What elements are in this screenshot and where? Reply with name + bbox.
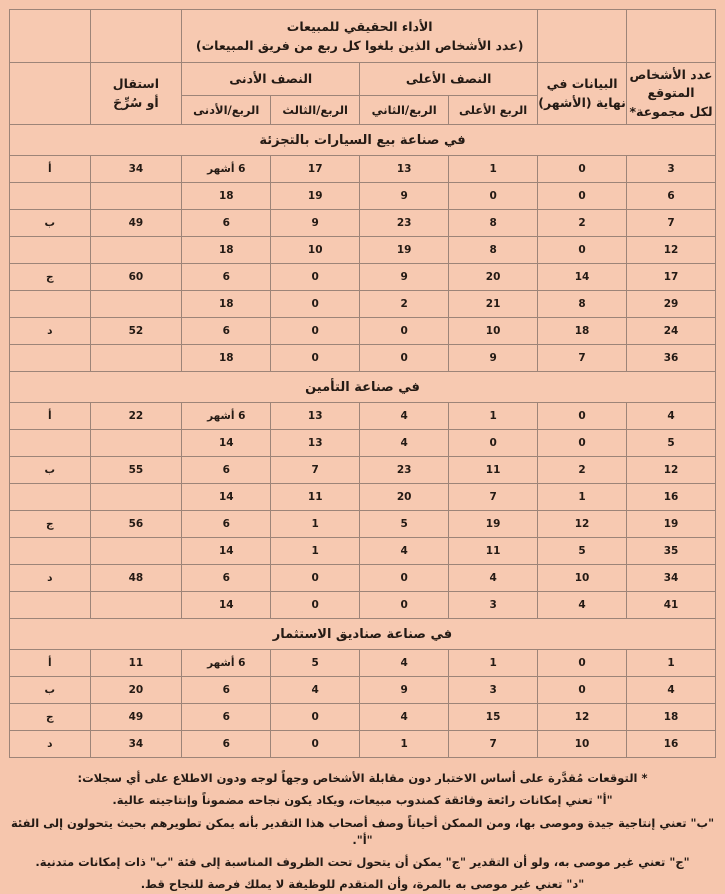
- header-quarter-lowest: الربع/الأدنى: [182, 96, 271, 125]
- table-row: [10, 650, 716, 677]
- cell-group-letter: أ: [10, 403, 91, 430]
- cell-quarter-second: 20: [360, 484, 449, 511]
- cell-months: 18: [182, 291, 271, 318]
- cell-quarter-top: 0: [271, 592, 360, 619]
- cell-expected: 34: [90, 156, 182, 183]
- cell-resigned: 19: [627, 511, 716, 538]
- cell-resigned: 24: [627, 318, 716, 345]
- resigned-line2: أو سُرِّحَ: [113, 94, 159, 110]
- footnote-line: "د" تعني غير موصى به بالمرة، وأن المتقدم للوظيفة لا يملك فرصة للنجاح قط.: [140, 877, 585, 892]
- table-row: [10, 430, 716, 457]
- cell-months: 6: [182, 318, 271, 345]
- cell-expected: [90, 430, 182, 457]
- cell-quarter-second: 0: [360, 345, 449, 372]
- cell-group-letter: أ: [10, 156, 91, 183]
- cell-quarter-lowest: 0: [538, 237, 627, 264]
- cell-group-letter: [10, 291, 91, 318]
- cell-months: 14: [182, 430, 271, 457]
- cell-quarter-lowest: 4: [538, 592, 627, 619]
- resigned-line1: استقال: [112, 76, 159, 92]
- cell-quarter-lowest: 12: [538, 704, 627, 731]
- cell-quarter-second: 4: [360, 704, 449, 731]
- cell-quarter-top: 0: [271, 704, 360, 731]
- cell-months: 18: [182, 345, 271, 372]
- cell-resigned: 4: [627, 403, 716, 430]
- cell-resigned: 6: [627, 183, 716, 210]
- cell-months: 6 أشهر: [182, 156, 271, 183]
- cell-group-letter: [10, 538, 91, 565]
- cell-resigned: 35: [627, 538, 716, 565]
- cell-quarter-third: 0: [449, 183, 538, 210]
- cell-quarter-lowest: 7: [538, 345, 627, 372]
- actual-performance-line1: الأداء الحقيقي للمبيعات: [286, 18, 433, 34]
- section-title: في صناعة التأمين: [10, 372, 716, 403]
- cell-resigned: 5: [627, 430, 716, 457]
- table-row: [10, 291, 716, 318]
- section-title-row: [10, 619, 716, 650]
- cell-resigned: 17: [627, 264, 716, 291]
- cell-quarter-lowest: 0: [538, 156, 627, 183]
- cell-months: 6 أشهر: [182, 403, 271, 430]
- cell-quarter-third: 15: [449, 704, 538, 731]
- cell-quarter-top: 7: [271, 457, 360, 484]
- cell-quarter-third: 9: [449, 345, 538, 372]
- cell-group-letter: د: [10, 565, 91, 592]
- footnote-line: * التوقعات مُقدَّرة على أساس الاختبار دون مقابلة الأشخاص وجهاً لوجه ودون الاطلاع على أي سجلات:: [77, 771, 648, 785]
- cell-quarter-top: 4: [271, 677, 360, 704]
- cell-quarter-second: 13: [360, 156, 449, 183]
- header-quarter-top: الربع الأعلى: [449, 96, 538, 125]
- cell-quarter-second: 9: [360, 183, 449, 210]
- cell-quarter-third: 8: [449, 210, 538, 237]
- cell-expected: 60: [90, 264, 182, 291]
- cell-group-letter: [10, 345, 91, 372]
- expected-per-group-line1: عدد الأشخاص المتوقع: [629, 67, 713, 101]
- cell-expected: [90, 183, 182, 210]
- header-actual-performance: [182, 10, 538, 63]
- footnote-line: "ج" تعني غير موصى به، ولو أن التقدير "ج" يمكن أن يتحول تحت الظروف المناسبة إلى فئة "ب" ذات إمكانات متدنية.: [35, 855, 690, 869]
- cell-quarter-top: 0: [271, 264, 360, 291]
- data-at-end-line1: البيانات في: [546, 76, 618, 92]
- cell-group-letter: [10, 237, 91, 264]
- cell-resigned: 29: [627, 291, 716, 318]
- cell-quarter-top: 10: [271, 237, 360, 264]
- cell-quarter-third: 8: [449, 237, 538, 264]
- cell-months: 6 أشهر: [182, 650, 271, 677]
- cell-months: 6: [182, 264, 271, 291]
- cell-quarter-second: 19: [360, 237, 449, 264]
- cell-quarter-second: 5: [360, 511, 449, 538]
- cell-quarter-third: 3: [449, 592, 538, 619]
- cell-quarter-lowest: 0: [538, 183, 627, 210]
- cell-quarter-lowest: 12: [538, 511, 627, 538]
- section-title-row: [10, 125, 716, 156]
- cell-group-letter: [10, 484, 91, 511]
- cell-quarter-top: 5: [271, 650, 360, 677]
- cell-quarter-lowest: 0: [538, 677, 627, 704]
- table-row: [10, 484, 716, 511]
- table-row: [10, 457, 716, 484]
- cell-months: 14: [182, 538, 271, 565]
- cell-quarter-lowest: 1: [538, 484, 627, 511]
- cell-quarter-third: 7: [449, 731, 538, 758]
- cell-quarter-lowest: 18: [538, 318, 627, 345]
- section-title: في صناعة بيع السيارات بالتجزئة: [10, 125, 716, 156]
- cell-months: 14: [182, 484, 271, 511]
- header-group-letter-column: [10, 63, 91, 125]
- cell-quarter-lowest: 14: [538, 264, 627, 291]
- footnotes-block: [9, 770, 716, 894]
- cell-quarter-top: 13: [271, 403, 360, 430]
- section-title: في صناعة صناديق الاستثمار: [10, 619, 716, 650]
- cell-expected: 48: [90, 565, 182, 592]
- cell-quarter-top: 19: [271, 183, 360, 210]
- cell-expected: 11: [90, 650, 182, 677]
- cell-resigned: 18: [627, 704, 716, 731]
- cell-quarter-lowest: 0: [538, 430, 627, 457]
- cell-group-letter: ب: [10, 457, 91, 484]
- cell-expected: 20: [90, 677, 182, 704]
- header-row-top: [10, 10, 716, 63]
- cell-group-letter: ج: [10, 704, 91, 731]
- footnote-line: "أ" تعني إمكانات رائعة وفائقة كمندوب مبيعات، ويكاد يكون نجاحه مضموناً وإنتاجيته عالية.: [112, 793, 613, 808]
- table-row: [10, 156, 716, 183]
- header-row-mid: [10, 63, 716, 96]
- cell-quarter-second: 4: [360, 403, 449, 430]
- cell-quarter-lowest: 0: [538, 403, 627, 430]
- cell-quarter-second: 4: [360, 430, 449, 457]
- cell-quarter-third: 10: [449, 318, 538, 345]
- header-lower-half: النصف الأدنى: [182, 63, 360, 96]
- cell-months: 18: [182, 183, 271, 210]
- cell-months: 6: [182, 677, 271, 704]
- cell-quarter-third: 11: [449, 538, 538, 565]
- header-data-at-end: [538, 63, 627, 125]
- cell-group-letter: أ: [10, 650, 91, 677]
- cell-quarter-third: 1: [449, 650, 538, 677]
- table-row: [10, 704, 716, 731]
- cell-quarter-lowest: 2: [538, 457, 627, 484]
- cell-months: 6: [182, 704, 271, 731]
- footnote-line: "ب" تعني إنتاجية جيدة وموصى بها، ومن الممكن أحياناً وصف أصحاب هذا التقدير بأنه يمكن تطويرهم بحيث يتحولون إلى الفئة "أ".: [10, 815, 715, 847]
- cell-quarter-second: 9: [360, 677, 449, 704]
- cell-group-letter: [10, 430, 91, 457]
- cell-quarter-lowest: 0: [538, 650, 627, 677]
- cell-resigned: 16: [627, 484, 716, 511]
- cell-expected: 52: [90, 318, 182, 345]
- table-body: [10, 125, 716, 758]
- cell-quarter-third: 7: [449, 484, 538, 511]
- header-top-spacer-1: [10, 10, 91, 63]
- cell-expected: [90, 345, 182, 372]
- header-quarter-third: الربع/الثالث: [271, 96, 360, 125]
- cell-quarter-lowest: 10: [538, 731, 627, 758]
- table-row: [10, 210, 716, 237]
- table-row: [10, 565, 716, 592]
- cell-quarter-second: 9: [360, 264, 449, 291]
- cell-quarter-second: 23: [360, 210, 449, 237]
- cell-quarter-third: 1: [449, 403, 538, 430]
- cell-expected: 49: [90, 704, 182, 731]
- cell-quarter-second: 0: [360, 565, 449, 592]
- cell-expected: [90, 484, 182, 511]
- cell-quarter-top: 0: [271, 731, 360, 758]
- sales-performance-table: [9, 9, 716, 758]
- cell-quarter-top: 17: [271, 156, 360, 183]
- cell-quarter-lowest: 8: [538, 291, 627, 318]
- cell-group-letter: ب: [10, 677, 91, 704]
- cell-months: 18: [182, 237, 271, 264]
- cell-quarter-top: 9: [271, 210, 360, 237]
- cell-resigned: 36: [627, 345, 716, 372]
- cell-months: 6: [182, 565, 271, 592]
- cell-expected: [90, 291, 182, 318]
- cell-quarter-top: 1: [271, 538, 360, 565]
- cell-quarter-lowest: 2: [538, 210, 627, 237]
- table-row: [10, 511, 716, 538]
- section-title-row: [10, 372, 716, 403]
- cell-expected: 49: [90, 210, 182, 237]
- header-upper-half: النصف الأعلى: [360, 63, 538, 96]
- cell-resigned: 1: [627, 650, 716, 677]
- cell-months: 6: [182, 210, 271, 237]
- header-data-at-end-spacer: [538, 10, 627, 63]
- table-header: [10, 10, 716, 125]
- cell-resigned: 12: [627, 237, 716, 264]
- cell-resigned: 7: [627, 210, 716, 237]
- cell-quarter-top: 0: [271, 291, 360, 318]
- cell-quarter-top: 0: [271, 318, 360, 345]
- expected-per-group-line2: لكل مجموعة*: [629, 103, 713, 119]
- cell-quarter-top: 11: [271, 484, 360, 511]
- cell-expected: 34: [90, 731, 182, 758]
- cell-resigned: 12: [627, 457, 716, 484]
- cell-expected: [90, 538, 182, 565]
- cell-resigned: 3: [627, 156, 716, 183]
- cell-quarter-lowest: 5: [538, 538, 627, 565]
- data-at-end-line2: نهاية (الأشهر): [538, 94, 626, 110]
- header-expected-per-group-spacer: [627, 10, 716, 63]
- cell-months: 6: [182, 511, 271, 538]
- table-row: [10, 183, 716, 210]
- cell-quarter-second: 4: [360, 538, 449, 565]
- cell-quarter-third: 0: [449, 430, 538, 457]
- cell-quarter-third: 4: [449, 565, 538, 592]
- cell-expected: [90, 237, 182, 264]
- table-row: [10, 731, 716, 758]
- cell-quarter-top: 1: [271, 511, 360, 538]
- cell-expected: 55: [90, 457, 182, 484]
- table-row: [10, 318, 716, 345]
- page-root: [0, 9, 725, 890]
- header-expected-per-group: [627, 63, 716, 125]
- cell-quarter-top: 0: [271, 345, 360, 372]
- table-row: [10, 538, 716, 565]
- cell-expected: 56: [90, 511, 182, 538]
- cell-quarter-third: 21: [449, 291, 538, 318]
- table-row: [10, 403, 716, 430]
- cell-quarter-third: 11: [449, 457, 538, 484]
- cell-quarter-second: 23: [360, 457, 449, 484]
- cell-quarter-top: 0: [271, 565, 360, 592]
- cell-group-letter: [10, 592, 91, 619]
- cell-months: 6: [182, 457, 271, 484]
- table-row: [10, 264, 716, 291]
- table-row: [10, 345, 716, 372]
- cell-resigned: 34: [627, 565, 716, 592]
- cell-quarter-third: 20: [449, 264, 538, 291]
- header-resigned-or-dismissed: [90, 63, 182, 125]
- actual-performance-line2: (عدد الأشخاص الذين بلغوا كل ربع من فريق المبيعات): [195, 38, 524, 53]
- cell-resigned: 16: [627, 731, 716, 758]
- table-row: [10, 237, 716, 264]
- cell-group-letter: [10, 183, 91, 210]
- header-top-spacer-2: [90, 10, 182, 63]
- cell-quarter-third: 1: [449, 156, 538, 183]
- cell-quarter-third: 3: [449, 677, 538, 704]
- cell-quarter-third: 19: [449, 511, 538, 538]
- cell-quarter-second: 2: [360, 291, 449, 318]
- cell-expected: 22: [90, 403, 182, 430]
- cell-months: 6: [182, 731, 271, 758]
- cell-expected: [90, 592, 182, 619]
- cell-quarter-top: 13: [271, 430, 360, 457]
- cell-quarter-second: 0: [360, 592, 449, 619]
- cell-quarter-second: 4: [360, 650, 449, 677]
- cell-group-letter: ج: [10, 264, 91, 291]
- table-row: [10, 677, 716, 704]
- table-row: [10, 592, 716, 619]
- header-quarter-second: الربع/الثاني: [360, 96, 449, 125]
- cell-months: 14: [182, 592, 271, 619]
- cell-group-letter: ج: [10, 511, 91, 538]
- cell-quarter-lowest: 10: [538, 565, 627, 592]
- cell-resigned: 4: [627, 677, 716, 704]
- cell-group-letter: ب: [10, 210, 91, 237]
- cell-quarter-second: 0: [360, 318, 449, 345]
- cell-resigned: 41: [627, 592, 716, 619]
- cell-quarter-second: 1: [360, 731, 449, 758]
- cell-group-letter: د: [10, 731, 91, 758]
- cell-group-letter: د: [10, 318, 91, 345]
